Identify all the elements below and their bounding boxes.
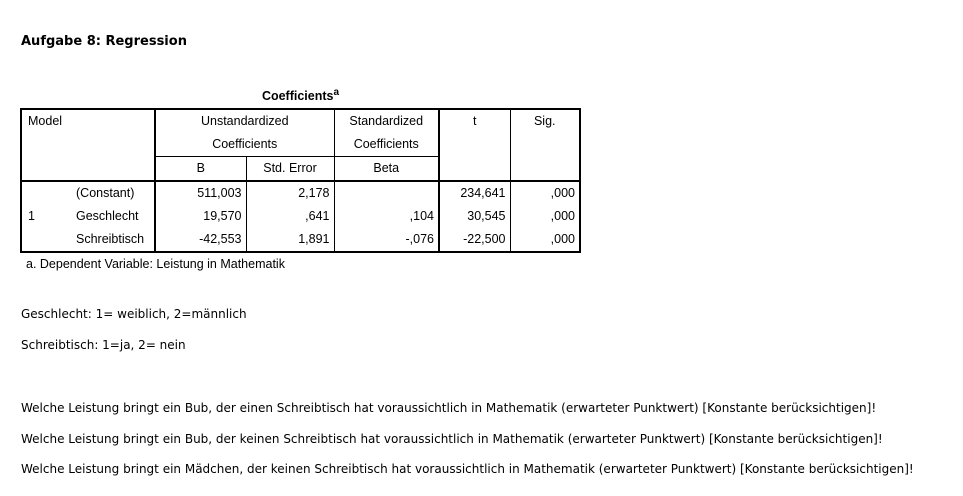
coding-geschlecht: Geschlecht: 1= weiblich, 2=männlich: [21, 307, 247, 321]
cell-t: 30,545: [439, 205, 510, 228]
header-std-error: Std. Error: [246, 157, 334, 182]
question-3: Welche Leistung bringt ein Mädchen, der keinen Schreibtisch hat voraussichtlich in Mathematik (erwarteter Punktwert) [Konstante berücksichtigen]!: [21, 462, 914, 476]
cell-b: -42,553: [155, 228, 246, 252]
cell-beta: ,104: [334, 205, 439, 228]
coefficients-table: [20, 108, 581, 253]
header-beta: Beta: [334, 157, 439, 182]
cell-sig: ,000: [510, 181, 580, 205]
cell-t: -22,500: [439, 228, 510, 252]
table-row: [21, 228, 580, 252]
cell-sig: ,000: [510, 228, 580, 252]
header-b: B: [155, 157, 246, 182]
table-caption: [20, 87, 581, 103]
header-model: Model: [28, 114, 63, 128]
header-standardized-2: Coefficients: [334, 133, 439, 157]
row-label: (Constant): [76, 186, 135, 200]
coding-schreibtisch: Schreibtisch: 1=ja, 2= nein: [21, 338, 186, 352]
table-caption-text: Coefficients: [261, 89, 334, 104]
header-t: t: [439, 109, 510, 181]
question-2: Welche Leistung bringt ein Bub, der keinen Schreibtisch hat voraussichtlich in Mathematik (erwarteter Punktwert) [Konstante berücksichtigen]!: [21, 432, 883, 446]
cell-std-error: 1,891: [246, 228, 334, 252]
cell-beta: [334, 181, 439, 205]
header-unstandardized-2: Coefficients: [155, 133, 334, 157]
cell-sig: ,000: [510, 205, 580, 228]
cell-t: 234,641: [439, 181, 510, 205]
row-label: Geschlecht: [76, 209, 139, 223]
model-number: 1: [28, 209, 35, 223]
question-1: Welche Leistung bringt ein Bub, der einen Schreibtisch hat voraussichtlich in Mathematik (erwarteter Punktwert) [Konstante berücksichtigen]!: [21, 401, 877, 415]
row-label: Schreibtisch: [76, 232, 145, 246]
page-heading: Aufgabe 8: Regression: [21, 34, 187, 49]
cell-std-error: 2,178: [246, 181, 334, 205]
header-sig: Sig.: [510, 109, 580, 181]
cell-beta: -,076: [334, 228, 439, 252]
header-standardized-1: Standardized: [334, 109, 439, 133]
cell-b: 19,570: [155, 205, 246, 228]
header-unstandardized-1: Unstandardized: [155, 109, 334, 133]
table-row: [21, 181, 580, 205]
table-footnote: a. Dependent Variable: Leistung in Mathematik: [26, 257, 285, 271]
cell-std-error: ,641: [246, 205, 334, 228]
table-row: [21, 205, 580, 228]
row-label-cell: [21, 205, 155, 228]
cell-b: 511,003: [155, 181, 246, 205]
table-caption-marker: a: [333, 87, 340, 98]
